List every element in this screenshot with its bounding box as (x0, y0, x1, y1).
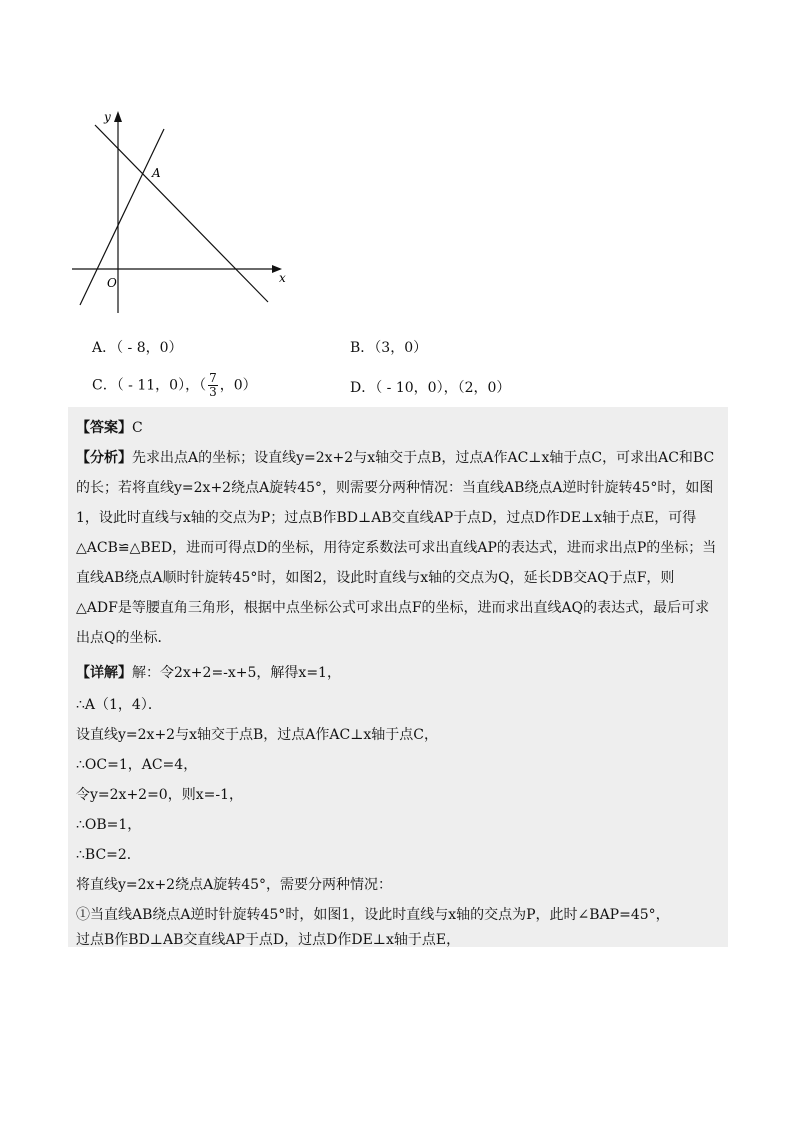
y-axis-label: y (104, 110, 111, 124)
option-c (92, 372, 257, 399)
detail-line-4: ∴OC=1，AC=4， (76, 757, 198, 773)
detail-line-10: 过点B作BD⊥AB交直线AP于点D，过点D作DE⊥x轴于点E， (76, 932, 461, 948)
analysis-line-3: 1，设此时直线与x轴的交点为P；过点B作BD⊥AB交直线AP于点D，过点D作DE⊥x轴于点E，可得 (76, 510, 697, 526)
x-axis-label: x (279, 271, 286, 285)
analysis-line-6: △ADF是等腰直角三角形，根据中点坐标公式可求出点F的坐标，进而求出直线AQ的表达式，最后可求 (76, 600, 710, 616)
analysis-line-1 (76, 447, 714, 467)
detail-line-8: 将直线y=2x+2绕点A旋转45°，需要分两种情况： (76, 877, 393, 893)
detail-line-5: 令y=2x+2=0，则x=-1， (76, 787, 243, 803)
detail-tag: 【详解】 (76, 665, 132, 681)
fraction-numerator: 7 (209, 371, 217, 385)
detail-line-2: ∴A（1，4）． (76, 697, 162, 713)
option-d: D．（ - 10，0），（2，0） (350, 380, 511, 396)
y-axis-arrow (114, 111, 122, 122)
detail-line-1 (76, 662, 341, 682)
answer-tag: 【答案】 (76, 420, 132, 436)
detail-text-1: 解：令2x+2=-x+5，解得x=1， (132, 665, 341, 681)
option-a: A．（ - 8，0） (92, 340, 183, 356)
fraction-denominator: 3 (209, 385, 217, 399)
analysis-line-2: 的长；若将直线y=2x+2绕点A旋转45°，则需要分两种情况：当直线AB绕点A逆时针旋转45°时，如图 (76, 480, 714, 496)
answer-value: C (132, 420, 143, 436)
line-y-2x-plus-2 (80, 129, 164, 305)
analysis-line-7: 出点Q的坐标． (76, 630, 172, 646)
detail-line-7: ∴BC=2． (76, 847, 141, 863)
option-c-prefix: C．（ - 11，0），（ (92, 377, 207, 394)
coordinate-graph (68, 105, 293, 320)
answer-line (76, 417, 143, 437)
origin-label: O (107, 276, 117, 290)
fraction-seven-thirds (208, 372, 218, 399)
solution-block (68, 407, 728, 947)
detail-line-6: ∴OB=1， (76, 817, 142, 833)
line-y-neg-x-plus-5 (95, 125, 268, 302)
analysis-line-4: △ACB≌△BED，进而可得点D的坐标，用待定系数法可求出直线AP的表达式，进而求出点P的坐标；当 (76, 540, 717, 556)
point-a-label: A (152, 166, 161, 180)
analysis-tag: 【分析】 (76, 450, 132, 466)
analysis-line-5: 直线AB绕点A顺时针旋转45°时，如图2，设此时直线与x轴的交点为Q，延长DB交AQ于点F，则 (76, 570, 675, 586)
detail-line-9: ①当直线AB绕点A逆时针旋转45°时，如图1，设此时直线与x轴的交点为P，此时∠BAP=45°， (76, 907, 670, 923)
option-b: B．（3，0） (350, 340, 428, 356)
detail-line-3: 设直线y=2x+2与x轴交于点B，过点A作AC⊥x轴于点C， (76, 727, 438, 743)
option-c-suffix: ，0） (219, 377, 257, 394)
analysis-text-1: 先求出点A的坐标；设直线y=2x+2与x轴交于点B，过点A作AC⊥x轴于点C，可求出AC和BC (132, 450, 715, 466)
